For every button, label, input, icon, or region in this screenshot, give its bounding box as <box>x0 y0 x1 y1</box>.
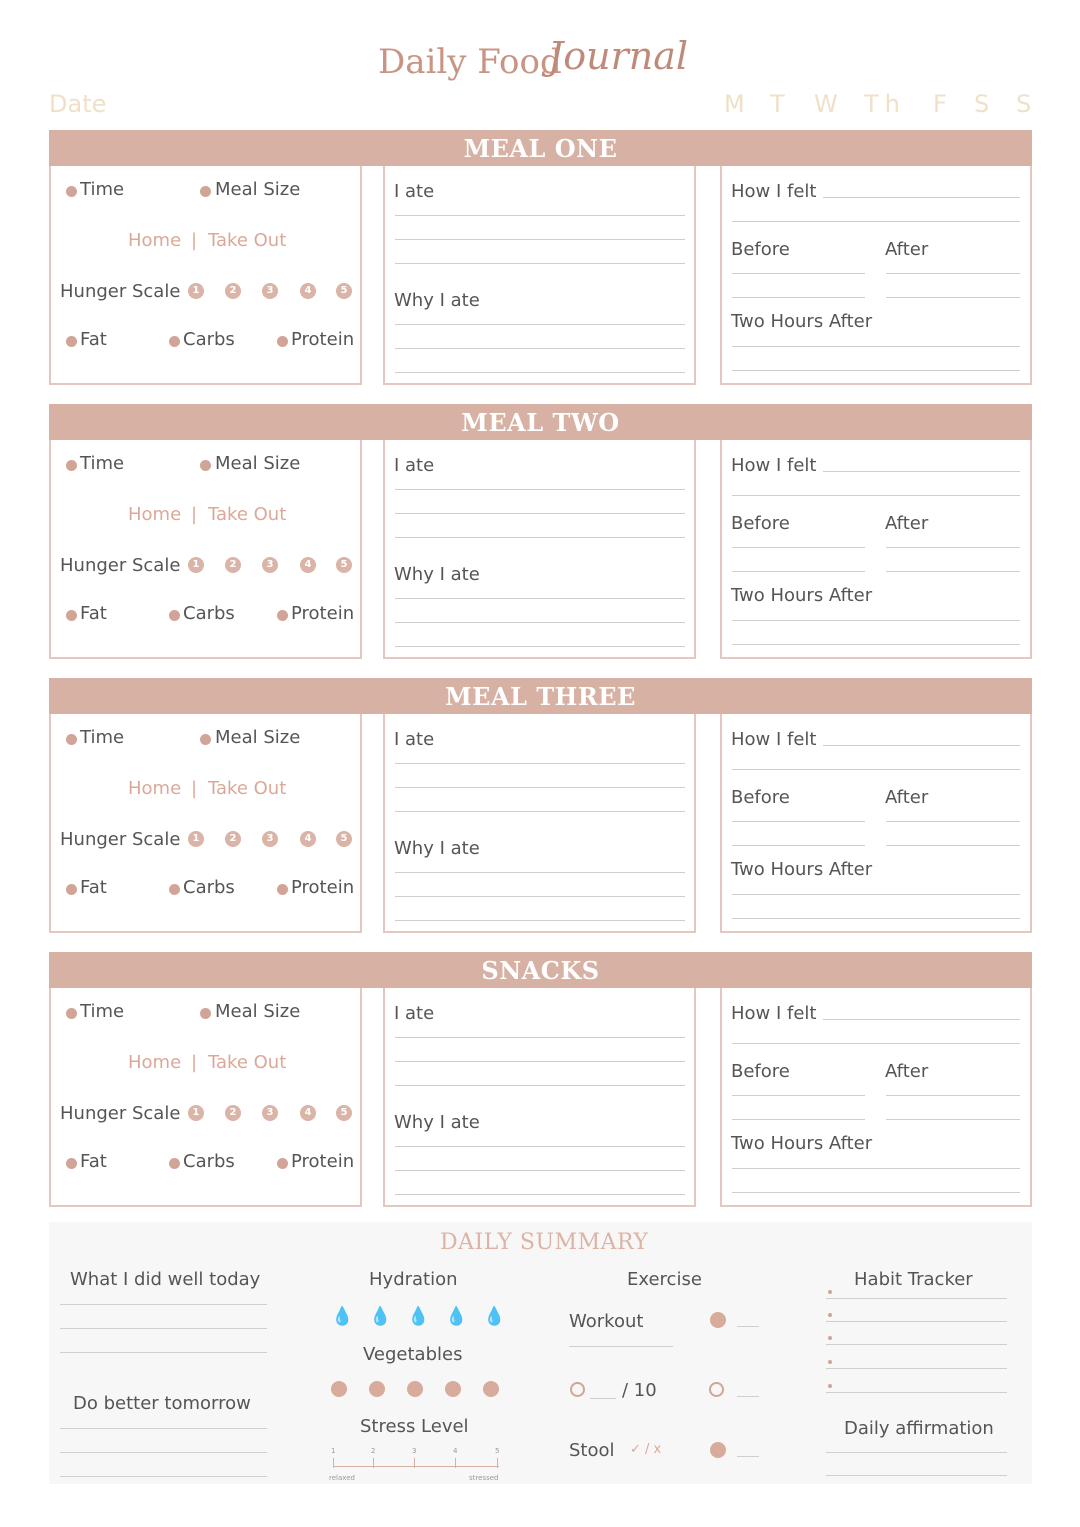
workout-label: Workout <box>569 1311 644 1332</box>
before-line[interactable] <box>732 1119 865 1120</box>
hunger-scale-option[interactable]: 3 <box>262 831 278 847</box>
hunger-scale-option[interactable]: 1 <box>188 831 204 847</box>
day-sunday[interactable]: S <box>1016 90 1032 118</box>
habit-tracker-label: Habit Tracker <box>854 1269 973 1290</box>
hunger-scale-option[interactable]: 4 <box>300 1105 316 1121</box>
habit-bullet-icon <box>828 1384 832 1388</box>
meal-details-box <box>49 714 362 933</box>
do-better-line[interactable] <box>60 1452 267 1453</box>
why-i-ate-label: Why I ate <box>394 1112 480 1133</box>
food-notes-box <box>383 988 696 1207</box>
stool-check-options[interactable]: ✓ / x <box>630 1442 662 1457</box>
i-ate-line[interactable] <box>395 763 685 764</box>
two-hours-after-line[interactable] <box>732 370 1020 371</box>
habit-line[interactable] <box>826 1392 1007 1393</box>
page-title-script: Journal <box>548 34 689 78</box>
home-option[interactable]: Home <box>128 1052 182 1073</box>
carbs-dot-icon <box>169 1158 180 1169</box>
protein-dot-icon <box>277 884 288 895</box>
why-i-ate-line[interactable] <box>395 920 685 921</box>
why-i-ate-line[interactable] <box>395 622 685 623</box>
time-label: Time <box>80 1001 125 1022</box>
workout-dot[interactable] <box>710 1312 726 1328</box>
water-drop-icon[interactable]: 💧 <box>483 1306 506 1327</box>
option-separator: | <box>191 778 198 799</box>
how-i-felt-label: How I felt <box>731 729 817 750</box>
stress-tick[interactable] <box>455 1458 456 1468</box>
stress-tick[interactable] <box>373 1458 374 1468</box>
i-ate-line[interactable] <box>395 263 685 264</box>
stressed-label: stressed <box>469 1474 499 1482</box>
hunger-scale-option[interactable]: 2 <box>225 557 241 573</box>
how-i-felt-line[interactable] <box>732 495 1020 496</box>
two-hours-after-label: Two Hours After <box>731 585 873 606</box>
meal-size-dot-icon <box>200 1008 211 1019</box>
i-ate-line[interactable] <box>395 239 685 240</box>
time-label: Time <box>80 727 125 748</box>
day-monday[interactable]: M <box>724 90 745 118</box>
i-ate-line[interactable] <box>395 787 685 788</box>
meal-size-label: Meal Size <box>215 1001 301 1022</box>
water-drop-icon[interactable]: 💧 <box>445 1306 468 1327</box>
vegetable-dot[interactable] <box>407 1381 423 1397</box>
stress-tick[interactable] <box>333 1458 334 1468</box>
habit-bullet-icon <box>828 1336 832 1340</box>
hunger-scale-option[interactable]: 5 <box>336 1105 352 1121</box>
water-drop-icon[interactable]: 💧 <box>331 1306 354 1327</box>
two-hours-after-line[interactable] <box>732 1192 1020 1193</box>
time-dot-icon <box>66 734 77 745</box>
carbs-label: Carbs <box>183 1151 235 1172</box>
carbs-label: Carbs <box>183 603 235 624</box>
time-label: Time <box>80 453 125 474</box>
before-label: Before <box>731 239 790 260</box>
feelings-box <box>720 440 1032 659</box>
do-better-label: Do better tomorrow <box>73 1393 251 1414</box>
meal-details-box <box>49 988 362 1207</box>
stress-tick[interactable] <box>497 1458 498 1468</box>
how-i-felt-label: How I felt <box>731 455 817 476</box>
fat-dot-icon <box>66 1158 77 1169</box>
habit-line[interactable] <box>826 1368 1007 1369</box>
protein-dot-icon <box>277 336 288 347</box>
hunger-scale-option[interactable]: 1 <box>188 1105 204 1121</box>
water-drop-icon[interactable]: 💧 <box>407 1306 430 1327</box>
after-line[interactable] <box>886 845 1020 846</box>
two-hours-after-line[interactable] <box>732 1168 1020 1169</box>
meal-header: SNACKS <box>49 952 1032 988</box>
why-i-ate-line[interactable] <box>395 1170 685 1171</box>
hunger-scale-option[interactable]: 5 <box>336 283 352 299</box>
hunger-scale-option[interactable]: 4 <box>300 557 316 573</box>
feelings-box <box>720 988 1032 1207</box>
carbs-dot-icon <box>169 610 180 621</box>
i-ate-label: I ate <box>394 729 435 750</box>
hunger-scale-option[interactable]: 1 <box>188 557 204 573</box>
why-i-ate-label: Why I ate <box>394 564 480 585</box>
meal-size-dot-icon <box>200 460 211 471</box>
i-ate-label: I ate <box>394 455 435 476</box>
after-line[interactable] <box>886 1119 1020 1120</box>
i-ate-line[interactable] <box>395 1061 685 1062</box>
why-i-ate-line[interactable] <box>395 872 685 873</box>
hunger-scale-option[interactable]: 1 <box>188 283 204 299</box>
carbs-dot-icon <box>169 884 180 895</box>
habit-line[interactable] <box>826 1298 1007 1299</box>
hunger-scale-option[interactable]: 2 <box>225 1105 241 1121</box>
after-line[interactable] <box>886 547 1020 548</box>
why-i-ate-line[interactable] <box>395 1194 685 1195</box>
feelings-box <box>720 166 1032 385</box>
stress-level-label: Stress Level <box>360 1416 469 1437</box>
fat-label: Fat <box>80 603 107 624</box>
habit-bullet-icon <box>828 1360 832 1364</box>
before-line[interactable] <box>732 1095 865 1096</box>
why-i-ate-line[interactable] <box>395 598 685 599</box>
why-i-ate-line[interactable] <box>395 1146 685 1147</box>
two-hours-after-line[interactable] <box>732 644 1020 645</box>
time-label: Time <box>80 179 125 200</box>
meal-size-dot-icon <box>200 734 211 745</box>
affirmation-line[interactable] <box>826 1475 1007 1476</box>
two-hours-after-label: Two Hours After <box>731 311 873 332</box>
daily-summary <box>49 1222 1032 1484</box>
stress-scale-track[interactable] <box>333 1466 499 1467</box>
how-i-felt-line[interactable] <box>823 471 1020 472</box>
protein-label: Protein <box>291 329 355 350</box>
two-hours-after-label: Two Hours After <box>731 859 873 880</box>
hunger-scale-option[interactable]: 4 <box>300 283 316 299</box>
meal-size-dot-icon <box>200 186 211 197</box>
i-ate-line[interactable] <box>395 537 685 538</box>
meal-header: MEAL THREE <box>49 678 1032 714</box>
how-i-felt-line[interactable] <box>732 221 1020 222</box>
rating-line[interactable] <box>590 1398 616 1399</box>
why-i-ate-line[interactable] <box>395 646 685 647</box>
stool-label: Stool <box>569 1440 615 1461</box>
fat-label: Fat <box>80 877 107 898</box>
meal-size-label: Meal Size <box>215 453 301 474</box>
i-ate-line[interactable] <box>395 1037 685 1038</box>
hunger-scale-label: Hunger Scale <box>60 555 181 576</box>
i-ate-line[interactable] <box>395 489 685 490</box>
why-i-ate-line[interactable] <box>395 896 685 897</box>
hunger-scale-option[interactable]: 2 <box>225 831 241 847</box>
take-out-option[interactable]: Take Out <box>208 1052 287 1073</box>
did-well-line[interactable] <box>60 1328 267 1329</box>
carbs-label: Carbs <box>183 877 235 898</box>
how-i-felt-line[interactable] <box>823 1019 1020 1020</box>
feelings-box <box>720 714 1032 933</box>
protein-label: Protein <box>291 603 355 624</box>
do-better-line[interactable] <box>60 1428 267 1429</box>
stress-tick-label: 4 <box>453 1447 458 1455</box>
take-out-option[interactable]: Take Out <box>208 504 287 525</box>
rating-label: / 10 <box>622 1380 657 1401</box>
food-notes-box <box>383 440 696 659</box>
home-option[interactable]: Home <box>128 504 182 525</box>
how-i-felt-label: How I felt <box>731 1003 817 1024</box>
i-ate-line[interactable] <box>395 513 685 514</box>
meal-header: MEAL TWO <box>49 404 1032 440</box>
meal-size-label: Meal Size <box>215 727 301 748</box>
i-ate-label: I ate <box>394 181 435 202</box>
two-hours-after-label: Two Hours After <box>731 1133 873 1154</box>
vegetable-dot[interactable] <box>483 1381 499 1397</box>
option-separator: | <box>191 230 198 251</box>
i-ate-line[interactable] <box>395 215 685 216</box>
hydration-label: Hydration <box>369 1269 458 1290</box>
stress-tick-label: 2 <box>371 1447 376 1455</box>
take-out-option[interactable]: Take Out <box>208 778 287 799</box>
after-line[interactable] <box>886 571 1020 572</box>
take-out-option[interactable]: Take Out <box>208 230 287 251</box>
protein-dot-icon <box>277 1158 288 1169</box>
stool-line[interactable] <box>737 1456 759 1457</box>
why-i-ate-label: Why I ate <box>394 838 480 859</box>
day-saturday[interactable]: S <box>974 90 990 118</box>
hunger-scale-label: Hunger Scale <box>60 281 181 302</box>
stress-tick[interactable] <box>414 1458 415 1468</box>
meal-header: MEAL ONE <box>49 130 1032 166</box>
fat-label: Fat <box>80 329 107 350</box>
after-line[interactable] <box>886 821 1020 822</box>
stool-dot[interactable] <box>710 1442 726 1458</box>
how-i-felt-line[interactable] <box>823 197 1020 198</box>
before-line[interactable] <box>732 571 865 572</box>
day-wednesday[interactable]: W <box>814 90 838 118</box>
before-line[interactable] <box>732 821 865 822</box>
page-title: Daily Food <box>378 42 562 82</box>
carbs-dot-icon <box>169 336 180 347</box>
after-label: After <box>885 1061 929 1082</box>
before-line[interactable] <box>732 845 865 846</box>
daily-affirmation-label: Daily affirmation <box>844 1418 994 1439</box>
habit-line[interactable] <box>826 1344 1007 1345</box>
option-separator: | <box>191 504 198 525</box>
food-notes-box <box>383 714 696 933</box>
hunger-scale-label: Hunger Scale <box>60 829 181 850</box>
i-ate-line[interactable] <box>395 811 685 812</box>
habit-bullet-icon <box>828 1290 832 1294</box>
did-well-label: What I did well today <box>70 1269 261 1290</box>
fat-dot-icon <box>66 884 77 895</box>
before-label: Before <box>731 1061 790 1082</box>
timer-line[interactable] <box>737 1396 759 1397</box>
before-line[interactable] <box>732 547 865 548</box>
day-friday[interactable]: F <box>933 90 947 118</box>
water-drop-icon[interactable]: 💧 <box>369 1306 392 1327</box>
relaxed-label: relaxed <box>329 1474 355 1482</box>
after-label: After <box>885 239 929 260</box>
hunger-scale-option[interactable]: 5 <box>336 557 352 573</box>
protein-label: Protein <box>291 1151 355 1172</box>
habit-line[interactable] <box>826 1321 1007 1322</box>
protein-label: Protein <box>291 877 355 898</box>
time-dot-icon <box>66 460 77 471</box>
carbs-label: Carbs <box>183 329 235 350</box>
protein-dot-icon <box>277 610 288 621</box>
home-option[interactable]: Home <box>128 230 182 251</box>
did-well-line[interactable] <box>60 1304 267 1305</box>
affirmation-line[interactable] <box>826 1452 1007 1453</box>
fat-label: Fat <box>80 1151 107 1172</box>
hunger-scale-option[interactable]: 3 <box>262 557 278 573</box>
timer-icon <box>709 1382 724 1397</box>
why-i-ate-label: Why I ate <box>394 290 480 311</box>
hunger-scale-label: Hunger Scale <box>60 1103 181 1124</box>
how-i-felt-line[interactable] <box>732 1043 1020 1044</box>
how-i-felt-label: How I felt <box>731 181 817 202</box>
food-notes-box <box>383 166 696 385</box>
how-i-felt-line[interactable] <box>732 769 1020 770</box>
hunger-scale-option[interactable]: 3 <box>262 1105 278 1121</box>
meal-size-label: Meal Size <box>215 179 301 200</box>
time-dot-icon <box>66 186 77 197</box>
vegetable-dot[interactable] <box>331 1381 347 1397</box>
habit-bullet-icon <box>828 1313 832 1317</box>
exercise-label: Exercise <box>627 1269 702 1290</box>
stress-tick-label: 1 <box>331 1447 336 1455</box>
why-i-ate-line[interactable] <box>395 324 685 325</box>
before-label: Before <box>731 513 790 534</box>
meal-details-box <box>49 166 362 385</box>
hunger-scale-option[interactable]: 4 <box>300 831 316 847</box>
before-label: Before <box>731 787 790 808</box>
stress-tick-label: 5 <box>495 1447 500 1455</box>
date-label: Date <box>49 90 107 118</box>
vegetable-dot[interactable] <box>369 1381 385 1397</box>
hunger-scale-option[interactable]: 2 <box>225 283 241 299</box>
after-line[interactable] <box>886 1095 1020 1096</box>
day-thursday[interactable]: Th <box>864 90 906 118</box>
i-ate-line[interactable] <box>395 1085 685 1086</box>
day-tuesday[interactable]: T <box>770 90 785 118</box>
vegetables-label: Vegetables <box>363 1344 463 1365</box>
option-separator: | <box>191 1052 198 1073</box>
do-better-line[interactable] <box>60 1476 267 1477</box>
home-option[interactable]: Home <box>128 778 182 799</box>
vegetable-dot[interactable] <box>445 1381 461 1397</box>
summary-title: DAILY SUMMARY <box>440 1230 649 1255</box>
workout-line[interactable] <box>569 1346 673 1347</box>
why-i-ate-line[interactable] <box>395 348 685 349</box>
two-hours-after-line[interactable] <box>732 346 1020 347</box>
workout-count-line[interactable] <box>737 1326 759 1327</box>
meal-details-box <box>49 440 362 659</box>
hunger-scale-option[interactable]: 5 <box>336 831 352 847</box>
two-hours-after-line[interactable] <box>732 918 1020 919</box>
fat-dot-icon <box>66 610 77 621</box>
how-i-felt-line[interactable] <box>823 745 1020 746</box>
i-ate-label: I ate <box>394 1003 435 1024</box>
hunger-scale-option[interactable]: 3 <box>262 283 278 299</box>
why-i-ate-line[interactable] <box>395 372 685 373</box>
after-line[interactable] <box>886 297 1020 298</box>
before-line[interactable] <box>732 297 865 298</box>
fat-dot-icon <box>66 336 77 347</box>
before-line[interactable] <box>732 273 865 274</box>
two-hours-after-line[interactable] <box>732 620 1020 621</box>
after-line[interactable] <box>886 273 1020 274</box>
did-well-line[interactable] <box>60 1352 267 1353</box>
clock-icon <box>570 1382 585 1397</box>
after-label: After <box>885 513 929 534</box>
after-label: After <box>885 787 929 808</box>
two-hours-after-line[interactable] <box>732 894 1020 895</box>
stress-tick-label: 3 <box>412 1447 417 1455</box>
time-dot-icon <box>66 1008 77 1019</box>
